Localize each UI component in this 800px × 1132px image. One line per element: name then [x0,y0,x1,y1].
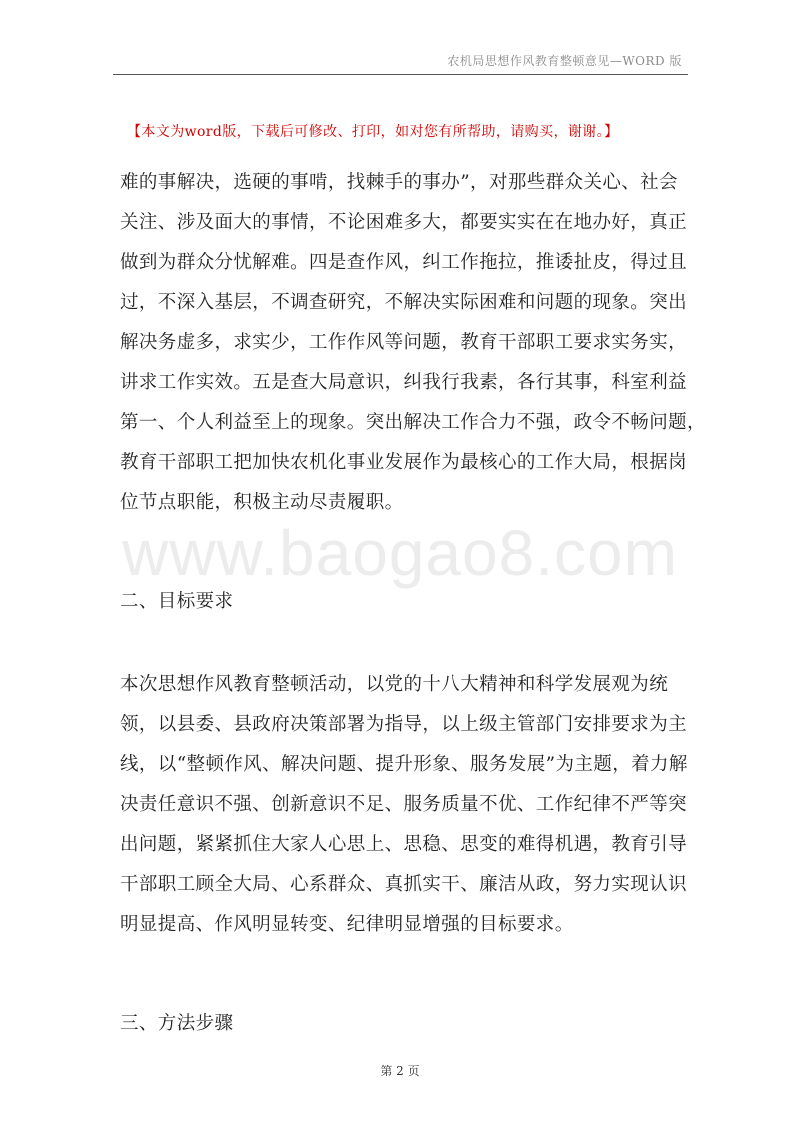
watermark: www.baogao8.com [122,517,678,589]
paragraph-line: 难的事解决，选硬的事啃，找棘手的事办”，对那些群众关心、社会 [120,172,678,193]
paragraph-line: 第一、个人利益至上的现象。突出解决工作合力不强，政令不畅问题， [120,412,706,433]
paragraph-line: 教育干部职工把加快农机化事业发展作为最核心的工作大局，根据岗 [120,452,688,473]
section-heading-methods: 三、方法步骤 [120,1013,234,1034]
paragraph-line: 干部职工顾全大局、心系群众、真抓实干、廉洁从政，努力实现认识 [120,874,688,895]
paragraph-line: 线，以“整顿作风、解决问题、提升形象、服务发展”为主题，着力解 [120,754,688,775]
paragraph-line: 明显提高、作风明显转变、纪律明显增强的目标要求。 [120,914,574,935]
paragraph-line: 做到为群众分忧解难。四是查作风，纠工作拖拉，推诿扯皮，得过且 [120,252,688,273]
paragraph-line: 讲求工作实效。五是查大局意识，纠我行我素，各行其事，科室利益 [120,372,688,393]
paragraph-line: 领，以县委、县政府决策部署为指导，以上级主管部门安排要求为主 [120,714,688,735]
download-notice: 【本文为word版，下载后可修改、打印，如对您有所帮助，请购买，谢谢。】 [127,124,619,140]
document-header-title: 农机局思想作风教育整顿意见—WORD 版 [447,54,682,68]
paragraph-line: 决责任意识不强、创新意识不足、服务质量不优、工作纪律不严等突 [120,794,688,815]
section-heading-goals: 二、目标要求 [120,591,234,612]
header-divider [113,74,688,75]
paragraph-line: 关注、涉及面大的事情，不论困难多大，都要实实在在地办好，真正 [120,212,688,233]
paragraph-line: 出问题，紧紧抓住大家人心思上、思稳、思变的难得机遇，教育引导 [120,834,688,855]
paragraph-line: 位节点职能，积极主动尽责履职。 [120,492,404,513]
paragraph-line: 解决务虚多，求实少，工作作风等问题，教育干部职工要求实务实， [120,332,688,353]
paragraph-line: 本次思想作风教育整顿活动，以党的十八大精神和科学发展观为统 [120,674,669,695]
page-number: 第 2 页 [380,1064,420,1078]
paragraph-line: 过，不深入基层，不调查研究，不解决实际困难和问题的现象。突出 [120,292,688,313]
body-paragraph-1 [120,163,706,523]
body-paragraph-2 [120,665,688,945]
